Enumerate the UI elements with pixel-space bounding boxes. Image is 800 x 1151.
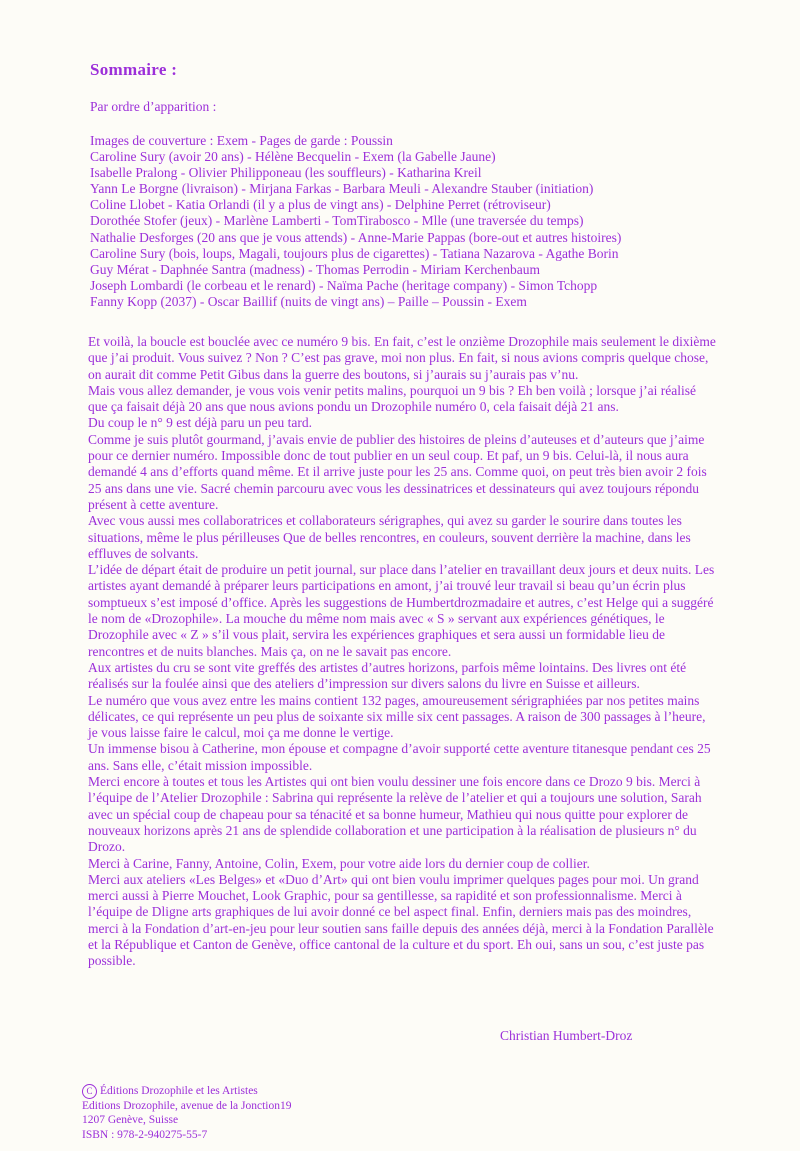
copyright-line xyxy=(82,1084,292,1099)
paragraph: Et voilà, la boucle est bouclée avec ce numéro 9 bis. En fait, c’est le onzième Drozophile mais seulement le dixième que j’ai produit. Vous suivez ? Non ? C’est pas grave, moi non plus. En fait, si nous avions compris quelque chose, on aurait dit comme Petit Gibus dans la guerre des boutons, si j’aurais su j’aurais pas v’nu. xyxy=(88,334,716,382)
credit-line: Coline Llobet - Katia Orlandi (il y a plus de vingt ans) - Delphine Perret (rétroviseur) xyxy=(90,197,551,213)
paragraph: Merci encore à toutes et tous les Artistes qui ont bien voulu dessiner une fois encore dans ce Drozo 9 bis. Merci à l’équipe de l’Atelier Drozophile : Sabrina qui représente la relève de l’atelier et qui a toujours une solution, Sarah avec un spécial coup de chapeau pour sa ténacité et sa bonne humeur, Mathieu qui nous quitte pour explorer de nouveaux horizons après 21 ans de splendide collaboration et une participation à la réalisation de plusieurs n° du Drozo. xyxy=(88,774,702,855)
copyright-icon: C xyxy=(82,1084,97,1099)
page-subtitle: Par ordre d’apparition : xyxy=(90,99,217,114)
contributors-list xyxy=(90,133,710,310)
isbn-line: ISBN : 978-2-940275-55-7 xyxy=(82,1128,208,1141)
paragraph: Aux artistes du cru se sont vite greffés des artistes d’autres horizons, parfois même lointains. Des livres ont été réalisés sur la foulée ainsi que des ateliers d’impression sur divers salons du livre en Suisse et ailleurs. xyxy=(88,659,687,692)
paragraph: Merci à Carine, Fanny, Antoine, Colin, Exem, pour votre aide lors du dernier coup de collier. xyxy=(88,855,590,871)
credit-line: Caroline Sury (bois, loups, Magali, toujours plus de cigarettes) - Tatiana Nazarova - Agathe Borin xyxy=(90,245,619,261)
paragraph: Merci aux ateliers «Les Belges» et «Duo d’Art» qui ont bien voulu imprimer quelques pages pour moi. Un grand merci aussi à Pierre Mouchet, Look Graphic, pour sa gentillesse, sa rapidité et son professionnalisme. Merci à l’équipe de Dligne arts graphiques de lui avoir donné ce bel aspect final. Enfin, derniers mais pas des moindres, merci à la Fondation d’art-en-jeu pour leur soutien sans faille depuis des années déjà, merci à la Fondation Parallèle et la République et Canton de Genève, office cantonal de la culture et du sport. Eh oui, sans un sou, c’est juste pas possible. xyxy=(88,871,714,969)
credit-line: Dorothée Stofer (jeux) - Marlène Lamberti - TomTirabosco - Mlle (une traversée du temps) xyxy=(90,213,584,229)
credit-line: Images de couverture : Exem - Pages de garde : Poussin xyxy=(90,133,393,148)
credit-line: Fanny Kopp (2037) - Oscar Baillif (nuits de vingt ans) – Paille – Poussin - Exem xyxy=(90,293,527,309)
paragraph: Un immense bisou à Catherine, mon épouse et compagne d’avoir supporté cette aventure titanesque pendant ces 25 ans. Sans elle, c’était mission impossible. xyxy=(88,741,711,773)
credit-line: Joseph Lombardi (le corbeau et le renard) - Naïma Pache (heritage company) - Simon Tchopp xyxy=(90,277,598,293)
paragraph: Le numéro que vous avez entre les mains contient 132 pages, amoureusement sérigraphiées par nos petites mains délicates, ce qui représente un peu plus de soixante six mille six cent passages. A raison de 300 passages à l’heure, je vous laisse faire le calcul, moi ça me donne le vertige. xyxy=(88,692,706,741)
copyright-text: Éditions Drozophile et les Artistes xyxy=(100,1085,258,1098)
paragraph: Avec vous aussi mes collaboratrices et collaborateurs sérigraphes, qui avez su garder le sourire dans toutes les situations, même le plus périlleuses Que de belles rencontres, en couleurs, souvent derrière la machine, dans les effluves de solvants. xyxy=(88,513,691,561)
author-signature: Christian Humbert-Droz xyxy=(500,1028,633,1043)
credit-line: Guy Mérat - Daphnée Santra (madness) - Thomas Perrodin - Miriam Kerchenbaum xyxy=(90,261,540,277)
paragraph: L’idée de départ était de produire un petit journal, sur place dans l’atelier en travaillant deux jours et deux nuits. Les artistes ayant demandé à préparer leurs participations en amont, j’ai trouvé leur travail si beau qu’un écrin plus somptueux s’est imposé d’office. Après les suggestions de Humbertdrozmadaire et autres, c’est Helge qui a suggéré le nom de «Drozophile». La mouche du même nom mais avec « S » servant aux expériences génétiques, le Drozophile avec « Z » s’il vous plait, servira les expériences graphiques et sera aussi un formidable lieu de rencontres et de nuits blanches. Mais ça, on ne le savait pas encore. xyxy=(88,562,715,659)
credit-line: Caroline Sury (avoir 20 ans) - Hélène Becquelin - Exem (la Gabelle Jaune) xyxy=(90,149,496,165)
colophon xyxy=(82,1084,292,1142)
credit-line: Yann Le Borgne (livraison) - Mirjana Farkas - Barbara Meuli - Alexandre Stauber (initiation) xyxy=(90,181,594,197)
paragraph: Du coup le n° 9 est déjà paru un peu tard. xyxy=(88,415,312,431)
paragraph: Comme je suis plutôt gourmand, j’avais envie de publier des histoires de pleins d’auteuses et d’auteurs que j’aime pour ce dernier numéro. Impossible donc de tout publier en un seul coup. Et paf, un 9 bis. Celui-là, il nous aura demandé 4 ans d’efforts quand même. Et il arrive juste pour les 25 ans. Comme quoi, on peut très bien avoir 2 fois 25 ans dans une vie. Sacré chemin parcouru avec vous les dessinatrices et dessinateurs qui avez toujours répondu présent à cette aventure. xyxy=(88,431,707,512)
page-title: Sommaire : xyxy=(90,60,178,79)
editorial-text xyxy=(88,334,718,970)
credit-line: Nathalie Desforges (20 ans que je vous attends) - Anne-Marie Pappas (bore-out et autres histoires) xyxy=(90,229,622,245)
credit-line: Isabelle Pralong - Olivier Philipponeau (les souffleurs) - Katharina Kreil xyxy=(90,165,482,181)
publisher-line: Editions Drozophile, avenue de la Jonction19 xyxy=(82,1100,292,1112)
paragraph: Mais vous allez demander, je vous vois venir petits malins, pourquoi un 9 bis ? Eh ben voilà ; lorsque j’ai réalisé que ça faisait déjà 20 ans que nous avions pondu un Drozophile numéro 0, cela faisait déjà 21 ans. xyxy=(88,382,696,415)
address-line: 1207 Genève, Suisse xyxy=(82,1114,179,1127)
